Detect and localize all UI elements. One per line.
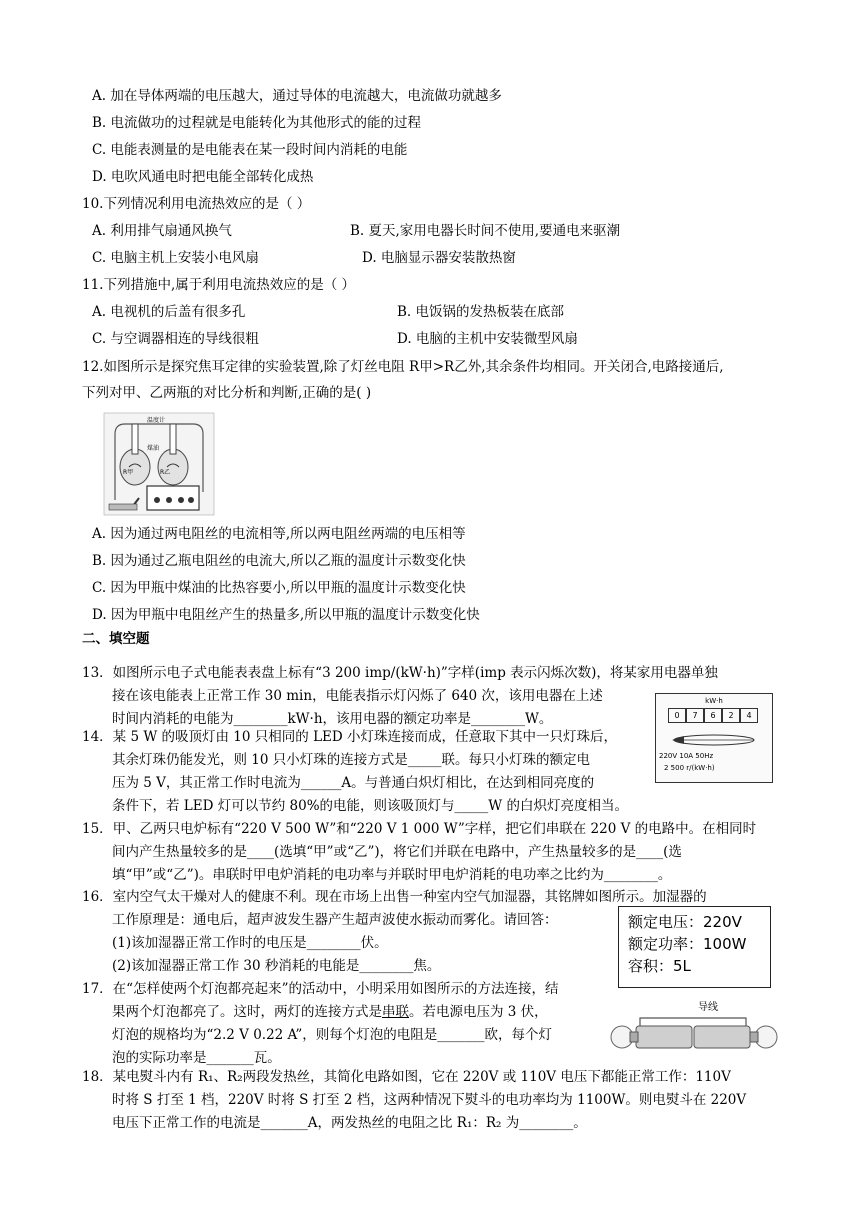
q14-line4: 条件下，若 LED 灯可以节约 80%的电能，则该吸顶灯与_____W 的白炽灯亮度相当。	[112, 798, 628, 814]
nameplate-power: 额定功率：100W	[628, 935, 747, 953]
q18-line1: 18．某电熨斗内有 R₁、R₂两段发热丝，其简化电路如图，它在 220V 或 110V 电压下都能正常工作：110V	[82, 1069, 731, 1085]
q10-option-d: D. 电脑显示器安装散热窗	[362, 250, 516, 266]
q13-line1: 13．如图所示电子式电能表表盘上标有“3 200 imp/(kW·h)”字样(imp 表示闪烁次数)，将某家用电器单独	[82, 665, 718, 681]
q17-line3: 灯泡的规格均为“2.2 V 0.22 A”，则每个灯泡的电阻是_______欧，每个灯	[112, 1027, 552, 1043]
q14-line1: 14．某 5 W 的吸顶灯由 10 只相同的 LED 小灯珠连接而成，任意取下其中一只灯珠后，	[82, 729, 618, 745]
q11-option-b: B. 电饭锅的发热板装在底部	[397, 304, 565, 320]
q16-line2: 工作原理是：通电后，超声波发生器产生超声波使水振动而雾化。请回答：	[112, 912, 558, 928]
q15-line1: 15．甲、乙两只电炉标有“220 V 500 W”和“220 V 1 000 W”字样，把它们串联在 220 V 的电路中。在相同时	[82, 821, 757, 837]
two-bulbs-battery-figure	[606, 998, 782, 1060]
r-yi-label: R乙	[160, 469, 171, 476]
meter-disc-icon	[670, 732, 758, 748]
wire-label: 导线	[698, 1002, 718, 1013]
q12-option-d: D. 因为甲瓶中电阻丝产生的热量多,所以甲瓶的温度计示数变化快	[92, 607, 480, 623]
q11-stem: 11.下列措施中,属于利用电流热效应的是（ ）	[82, 277, 356, 293]
q13-line2: 接在该电能表上正常工作 30 min，电能表指示灯闪烁了 640 次，该用电器在上述	[112, 688, 603, 704]
section-heading-fill-in: 二、填空题	[82, 631, 150, 647]
q17-line2-text-a: 果两个灯泡都亮了。这时，两灯的连接方式是	[112, 1004, 382, 1020]
q9-option-b: B. 电流做功的过程就是电能转化为其他形式的能的过程	[92, 115, 422, 131]
r-jia-label: R甲	[123, 469, 134, 476]
q12-option-b: B. 因为通过乙瓶电阻丝的电流大,所以乙瓶的温度计示数变化快	[92, 553, 466, 569]
joule-law-apparatus-figure	[103, 412, 215, 516]
q11-option-a: A. 电视机的后盖有很多孔	[92, 304, 246, 320]
meter-spec: 220V 10A 50Hz	[659, 752, 714, 760]
q17-line2	[112, 1002, 548, 1022]
q17-line4: 泡的实际功率是_______瓦。	[112, 1050, 281, 1066]
q12-option-c: C. 因为甲瓶中煤油的比热容要小,所以甲瓶的温度计示数变化快	[92, 580, 466, 596]
energy-meter-figure	[655, 693, 773, 783]
humidifier-nameplate	[618, 906, 771, 988]
q10-option-c: C. 电脑主机上安装小电风扇	[92, 250, 259, 266]
q16-line3: (1)该加湿器正常工作时的电压是________伏。	[112, 935, 388, 951]
q9-option-c: C. 电能表测量的是电能表在某一段时间内消耗的电能	[92, 142, 408, 158]
q14-line2: 其余灯珠仍能发光，则 10 只小灯珠的连接方式是_____联。每只小灯珠的额定电	[112, 752, 591, 768]
q10-option-b: B. 夏天,家用电器长时间不使用,要通电来驱潮	[350, 223, 621, 239]
q12-stem-line2: 下列对甲、乙两瓶的对比分析和判断,正确的是( )	[82, 385, 372, 401]
meter-digit: 2	[722, 708, 740, 723]
q18-line3: 电压下正常工作的电流是_______A，两发热丝的电阻之比 R₁：R₂ 为________。	[112, 1115, 587, 1131]
q18-line2: 时将 S 打至 1 档，220V 时将 S 打至 2 档，这两种情况下熨斗的电功率均为 1100W。则电熨斗在 220V	[112, 1092, 747, 1108]
q9-option-a: A. 加在导体两端的电压越大，通过导体的电流越大，电流做功就越多	[92, 88, 502, 104]
thermometer-label: 温度计	[147, 417, 166, 424]
meter-digit: 7	[686, 708, 704, 723]
q17-line2-text-c: 。若电源电压为 3 伏，	[409, 1004, 548, 1020]
meter-unit-label: kW·h	[705, 697, 723, 705]
q12-stem-line1: 12.如图所示是探究焦耳定律的实验装置,除了灯丝电阻 R甲>R乙外,其余条件均相同。开关闭合,电路接通后,	[82, 359, 724, 375]
q17-line1: 17．在“怎样使两个灯泡都亮起来”的活动中，小明采用如图所示的方法连接，结	[82, 981, 559, 997]
meter-digit: 6	[704, 708, 722, 723]
q14-line3: 压为 5 V，其正常工作时电流为______A。与普通白炽灯相比，在达到相同亮度的	[112, 775, 595, 791]
q15-line2: 间内产生热量较多的是____(选填“甲”或“乙”)，将它们并联在电路中，产生热量较多的是____(选	[112, 844, 682, 860]
meter-digits	[668, 708, 758, 723]
q10-stem: 10.下列情况利用电流热效应的是（ ）	[82, 196, 311, 212]
q11-option-d: D. 电脑的主机中安装微型风扇	[397, 331, 578, 347]
q17-answer-series: 串联	[382, 1004, 409, 1020]
meter-digit: 0	[668, 708, 686, 723]
q11-option-c: C. 与空调器相连的导线很粗	[92, 331, 259, 347]
q12-option-a: A. 因为通过两电阻丝的电流相等,所以两电阻丝两端的电压相等	[92, 526, 466, 542]
q9-option-d: D. 电吹风通电时把电能全部转化成热	[92, 169, 314, 185]
q10-option-a: A. 利用排气扇通风换气	[92, 223, 232, 239]
oil-label: 煤油	[147, 445, 160, 452]
q13-line3: 时间内消耗的电能为________kW·h，该用电器的额定功率是________W。	[112, 711, 553, 727]
meter-constant: 2 500 r/(kW·h)	[664, 764, 715, 772]
nameplate-voltage: 额定电压：220V	[628, 913, 742, 931]
nameplate-capacity: 容积：5L	[628, 957, 691, 975]
meter-digit: 4	[740, 708, 758, 723]
q16-line1: 16．室内空气太干燥对人的健康不利。现在市场上出售一种室内空气加湿器，其铭牌如图所示。加湿器的	[82, 889, 707, 905]
q15-line3: 填“甲”或“乙”)。串联时甲电炉消耗的电功率与并联时甲电炉消耗的电功率之比约为________。	[112, 867, 672, 883]
q16-line4: (2)该加湿器正常工作 30 秒消耗的电能是________焦。	[112, 958, 441, 974]
